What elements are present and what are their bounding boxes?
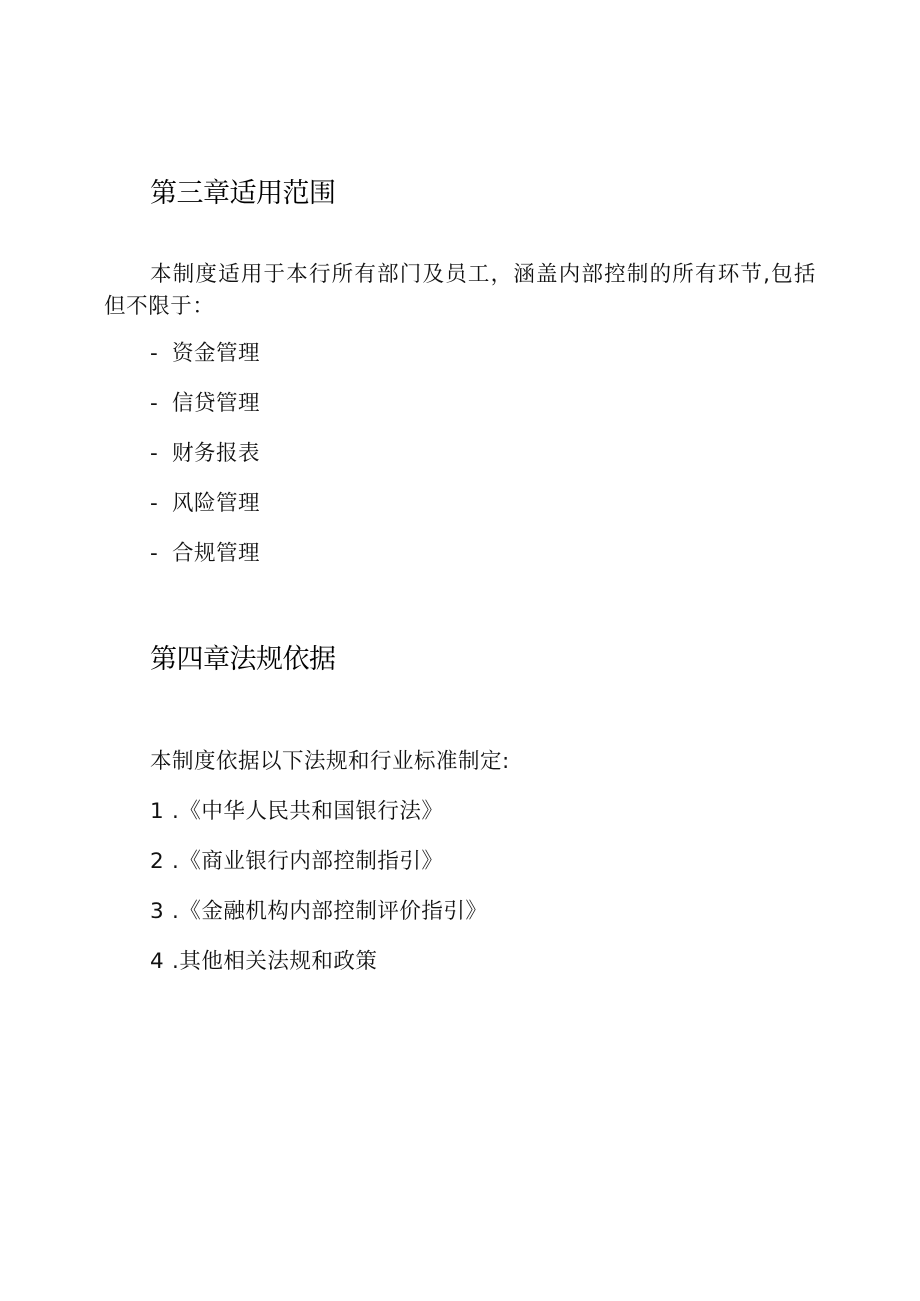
list-item (150, 947, 377, 977)
list-number: 3 (150, 899, 165, 924)
list-item (150, 439, 260, 469)
chapter-3-intro: 本制度适用于本行所有部门及员工，涵盖内部控制的所有环节,包括但不限于： (104, 262, 816, 319)
list-item (150, 797, 443, 827)
list-item-text: 风险管理 (172, 491, 261, 516)
list-item (150, 897, 487, 927)
chapter-3-heading: 第三章适用范围 (150, 178, 336, 209)
list-item (150, 847, 443, 877)
list-item-text: .《中华人民共和国银行法》 (172, 799, 444, 824)
chapter-4-intro: 本制度依据以下法规和行业标准制定: (150, 749, 510, 774)
list-marker: - (150, 491, 159, 516)
list-number: 4 (150, 949, 165, 974)
list-marker: - (150, 541, 159, 566)
chapter-4-heading: 第四章法规依据 (150, 644, 336, 675)
list-item (150, 539, 260, 569)
list-item-text: 财务报表 (172, 441, 261, 466)
list-marker: - (150, 341, 159, 366)
list-marker: - (150, 441, 159, 466)
list-item-text: 合规管理 (172, 541, 261, 566)
list-item (150, 489, 260, 519)
list-marker: - (150, 391, 159, 416)
list-item (150, 389, 260, 419)
list-item-text: 资金管理 (172, 341, 261, 366)
list-item-text: .《金融机构内部控制评价指引》 (172, 899, 488, 924)
list-item-text: 信贷管理 (172, 391, 261, 416)
list-item (150, 339, 260, 369)
list-item-text: .《商业银行内部控制指引》 (172, 849, 444, 874)
list-item-text: .其他相关法规和政策 (172, 949, 378, 974)
list-number: 2 (150, 849, 165, 874)
list-number: 1 (150, 799, 165, 824)
